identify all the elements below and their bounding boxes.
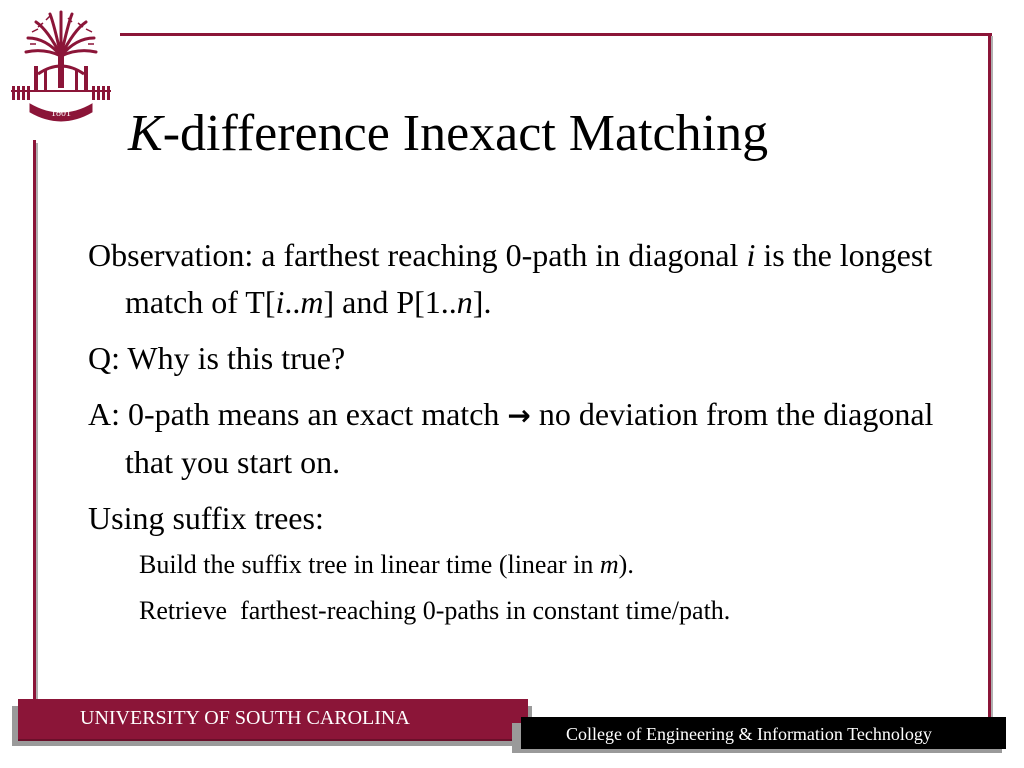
math-variable: m [300,284,324,320]
arrow-right-icon: → [507,399,531,432]
bullet-answer [88,391,948,486]
college-name: College of Engineering & Information Technology [566,724,932,744]
text-run: is the longest match of T[ [125,237,933,320]
college-bar [521,717,1006,749]
bullet-observation [88,232,948,326]
text-run: .. [284,284,301,320]
math-variable: m [599,550,619,579]
text-run: ] and P[1.. [323,284,457,320]
text-run: ]. [472,284,492,320]
text-run: ). [618,550,634,579]
frame-left-rule [33,140,36,700]
university-name: UNIVERSITY OF SOUTH CAROLINA [80,707,410,729]
title-text: -difference Inexact Matching [162,105,769,162]
frame-right-shadow [991,36,993,726]
math-variable: i [746,237,756,273]
slide-body [88,232,948,640]
sub-bullet-build [88,548,948,582]
frame-left-shadow [36,143,38,699]
text-run: no deviation from the diagonal that you start on. [125,396,934,480]
palmetto-seal-icon [8,8,114,126]
frame-right-rule [988,33,991,728]
university-bar [18,699,528,741]
title-variable: K [128,105,163,162]
bullet-suffix-trees: Using suffix trees: [88,500,324,536]
sub-bullet-retrieve: Retrieve farthest-reaching 0-paths in constant time/path. [139,596,731,625]
text-run: A: 0-path means an exact match [88,396,508,432]
math-variable: i [275,284,285,320]
slide-title [128,104,768,164]
logo-year: 1801 [51,108,71,119]
frame-top-rule [120,33,992,36]
bullet-question: Q: Why is this true? [88,340,346,376]
text-run: Observation: a farthest reaching 0-path in diagonal [88,237,747,273]
text-run: Build the suffix tree in linear time (linear in [139,550,600,579]
math-variable: n [456,284,473,320]
